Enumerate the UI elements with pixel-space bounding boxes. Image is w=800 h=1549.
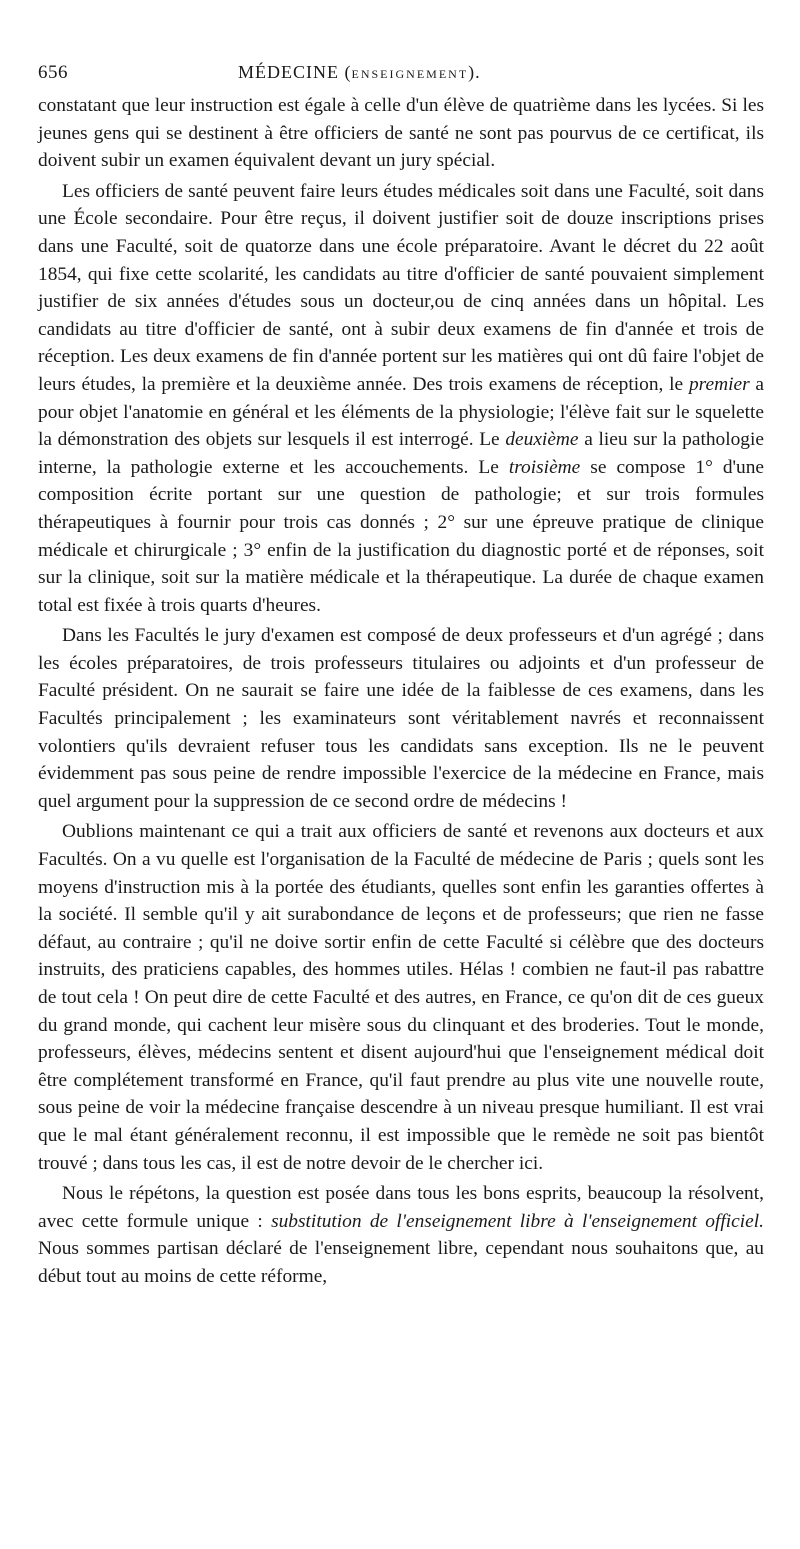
running-title [238, 62, 481, 83]
paragraph [38, 818, 764, 1177]
text-run: Oublions maintenant ce qui a trait aux officiers de santé et revenons aux docteurs et aux Facultés. On a vu quelle est l'organisation de la Faculté de médecine de Paris ; quels sont les moyens d'instruction mis à la portée des étudiants, quelles sont enfin les garanties offertes à la société. Il semble qu'il y ait surabondance de leçons et de professeurs; que rien ne fasse défaut, au contraire ; qu'il ne doive sortir enfin de cette Faculté si célèbre que des docteurs instruits, des praticiens capables, des hommes utiles. Hélas ! combien ne faut-il pas rabattre de tout cela ! On peut dire de cette Faculté et des autres, en France, ce qu'on dit de ces gueux du grand monde, qui cachent leur misère sous du clinquant et des broderies. Tout le monde, professeurs, élèves, médecins sentent et disent aujourd'hui que l'enseignement médical doit être complétement transformé en France, qu'il faut prendre au plus vite une nouvelle route, sous peine de voir la médecine française descendre à un niveau presque humiliant. Il est vrai que le mal étant généralement reconnu, il est impossible que le remède ne soit pas bientôt trouvé ; dans tous les cas, il est de notre devoir de le chercher ici. [38, 821, 764, 1174]
book-page [38, 62, 764, 1291]
body-text [38, 92, 764, 1291]
running-title-open: ( [339, 62, 352, 82]
text-run: Nous le répétons, la question est posée dans tous les bons esprits, beaucoup la résolvent, avec cette formule unique : [38, 1183, 764, 1232]
italic-text: troisième [508, 456, 581, 478]
italic-text: deuxième [505, 429, 579, 451]
text-run: Nous sommes partisan déclaré de l'enseignement libre, cependant nous souhaitons que, au début tout au moins de cette réforme, [38, 1238, 764, 1287]
paragraph [38, 178, 764, 620]
running-title-main: MÉDECINE [238, 62, 339, 82]
running-title-close: ). [468, 62, 481, 82]
paragraph [38, 622, 764, 815]
text-run: a lieu sur la pathologie interne, la pathologie externe et les accouchements. Le [38, 429, 764, 478]
text-run: a pour objet l'anatomie en général et les éléments de la physiologie; l'élève fait sur le squelette la démonstration des objets sur lesquels il est interrogé. Le [38, 373, 764, 451]
text-run: Dans les Facultés le jury d'examen est composé de deux professeurs et d'un agrégé ; dans les écoles préparatoires, de trois professeurs titulaires ou adjoints et d'un professeur de Faculté président. On ne saurait se faire une idée de la faiblesse de ces examens, dans les Facultés principalement ; les examinateurs sont véritablement navrés et reconnaissent volontiers qu'ils devraient refuser tous les candidats sans exception. Ils ne le peuvent évidemment pas sous peine de rendre impossible l'exercice de la médecine en France, mais quel argument pour la suppression de ce second ordre de médecins ! [38, 625, 764, 812]
running-head [38, 62, 764, 92]
paragraph [38, 1180, 764, 1290]
running-title-section: ENSEIGNEMENT [351, 67, 469, 81]
italic-text: premier [688, 373, 750, 395]
italic-text: substitution de l'enseignement libre à l'enseignement officiel. [271, 1210, 764, 1232]
text-run: se compose 1° d'une composition écrite portant sur une question de pathologie; et sur trois formules thérapeutiques à fournir pour trois cas donnés ; 2° sur une épreuve pratique de clinique médicale et chirurgicale ; 3° enfin de la justification du diagnostic porté et de réponses, soit sur la clinique, soit sur la matière médicale et la thérapeutique. La durée de chaque examen total est fixée à trois quarts d'heures. [38, 456, 765, 616]
paragraph [38, 92, 764, 175]
text-run: constatant que leur instruction est égale à celle d'un élève de quatrième dans les lycées. Si les jeunes gens qui se destinent à être officiers de santé ne sont pas pourvus de ce certificat, ils doivent subir un examen équivalent devant un jury spécial. [38, 95, 764, 172]
page-number: 656 [38, 62, 68, 83]
text-run: Les officiers de santé peuvent faire leurs études médicales soit dans une Faculté, soit dans une École secondaire. Pour être reçus, il doivent justifier soit de douze inscriptions prises dans une Faculté, soit de quatorze dans une école préparatoire. Avant le décret du 22 août 1854, qui fixe cette scolarité, les candidats au titre d'officier de santé pouvaient simplement justifier de six années d'études sous un docteur,ou de cinq années dans un hôpital. Les candidats au titre d'officier de santé, ont à subir deux examens de fin d'année et trois de réception. Les deux examens de fin d'année portent sur les matières qui ont dû faire l'objet de leurs études, la première et la deuxième année. Des trois examens de réception, le [38, 180, 764, 395]
